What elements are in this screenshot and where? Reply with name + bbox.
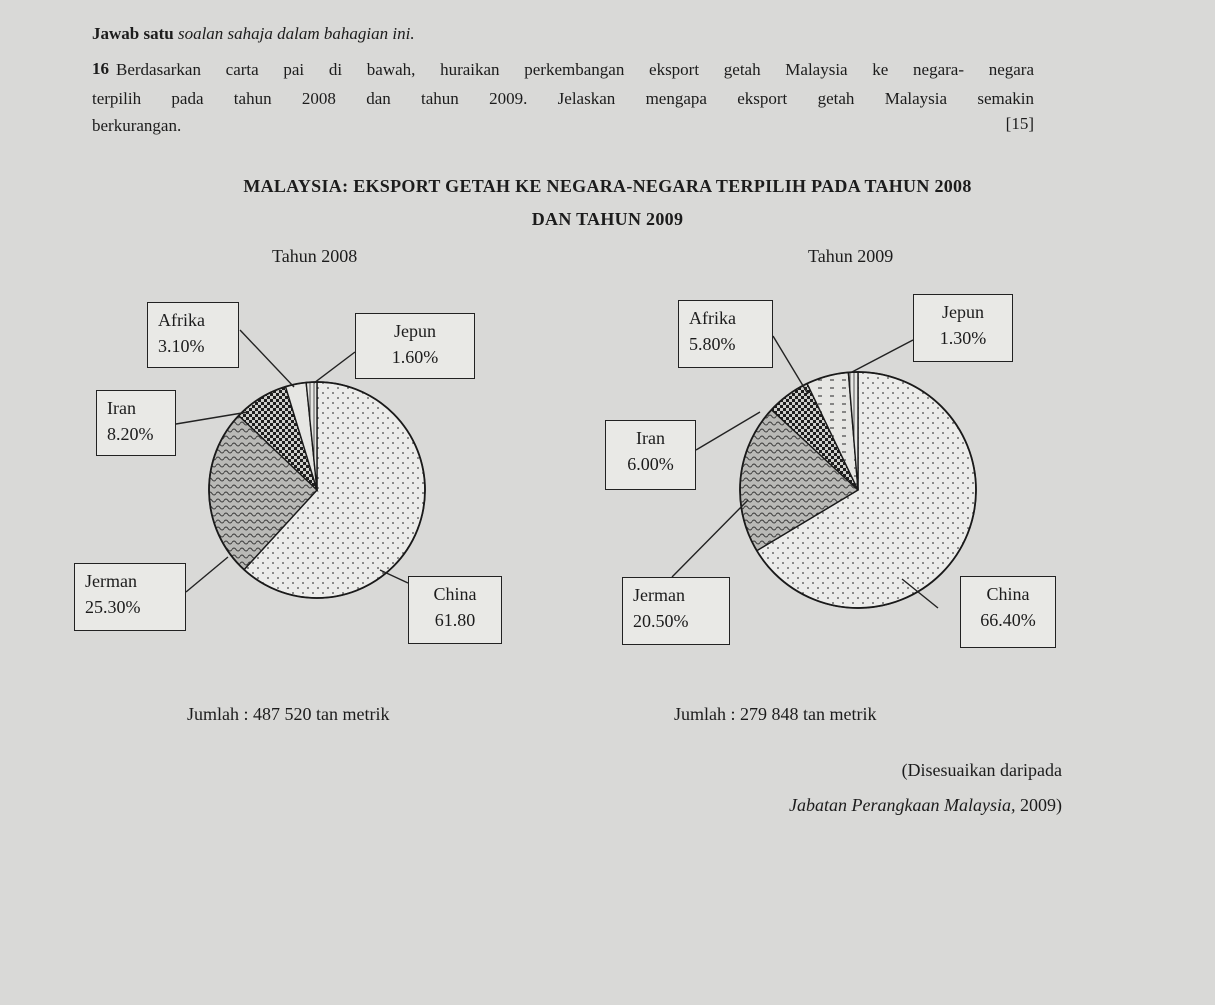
label-2008-afrika: Afrika 3.10% <box>147 302 239 368</box>
label-2008-iran: Iran 8.20% <box>96 390 176 456</box>
leader-line-2008-afrika <box>240 330 294 387</box>
label-2008-jerman: Jerman 25.30% <box>74 563 186 631</box>
instruction-text: Jawab satu soalan sahaja dalam bahagian ini. <box>92 24 415 43</box>
total-2008: Jumlah : 487 520 tan metrik <box>187 704 390 724</box>
question-line-2: terpilih pada tahun 2008 dan tahun 2009. Jelaskan mengapa eksport getah Malaysia semakin <box>92 89 1034 108</box>
leader-line-2008-china <box>380 570 408 583</box>
pie-2009 <box>740 372 976 608</box>
leader-line-2008-jerman <box>186 557 228 592</box>
chart-2009-title: Tahun 2009 <box>808 246 894 266</box>
question-marks: [15] <box>1005 114 1034 133</box>
label-2008-jepun: Jepun 1.60% <box>355 313 475 379</box>
source-line-2: Jabatan Perangkaan Malaysia, 2009) <box>789 795 1062 815</box>
label-2009-jerman: Jerman 20.50% <box>622 577 730 645</box>
source-line-1: (Disesuaikan daripada <box>901 760 1062 780</box>
label-2009-china: China 66.40% <box>960 576 1056 648</box>
label-2009-afrika: Afrika 5.80% <box>678 300 773 368</box>
label-2009-iran: Iran 6.00% <box>605 420 696 490</box>
question-number: 16 <box>92 59 109 78</box>
leader-line-2009-afrika <box>773 336 808 394</box>
leader-line-2009-jerman <box>672 500 748 577</box>
question-line-1: Berdasarkan carta pai di bawah, huraikan perkembangan eksport getah Malaysia ke negara- negara <box>116 60 1034 79</box>
pie-2008 <box>209 382 425 598</box>
figure-title-line-1: MALAYSIA: EKSPORT GETAH KE NEGARA-NEGARA TERPILIH PADA TAHUN 2008 <box>243 176 972 196</box>
leader-line-2009-jepun <box>852 340 913 372</box>
label-2009-jepun: Jepun 1.30% <box>913 294 1013 362</box>
leader-line-2008-jepun <box>314 352 355 383</box>
question-line-3: berkurangan. <box>92 116 182 135</box>
total-2009: Jumlah : 279 848 tan metrik <box>674 704 877 724</box>
chart-2008-title: Tahun 2008 <box>272 246 358 266</box>
label-2008-china: China 61.80 <box>408 576 502 644</box>
figure-title-line-2: DAN TAHUN 2009 <box>531 209 684 229</box>
